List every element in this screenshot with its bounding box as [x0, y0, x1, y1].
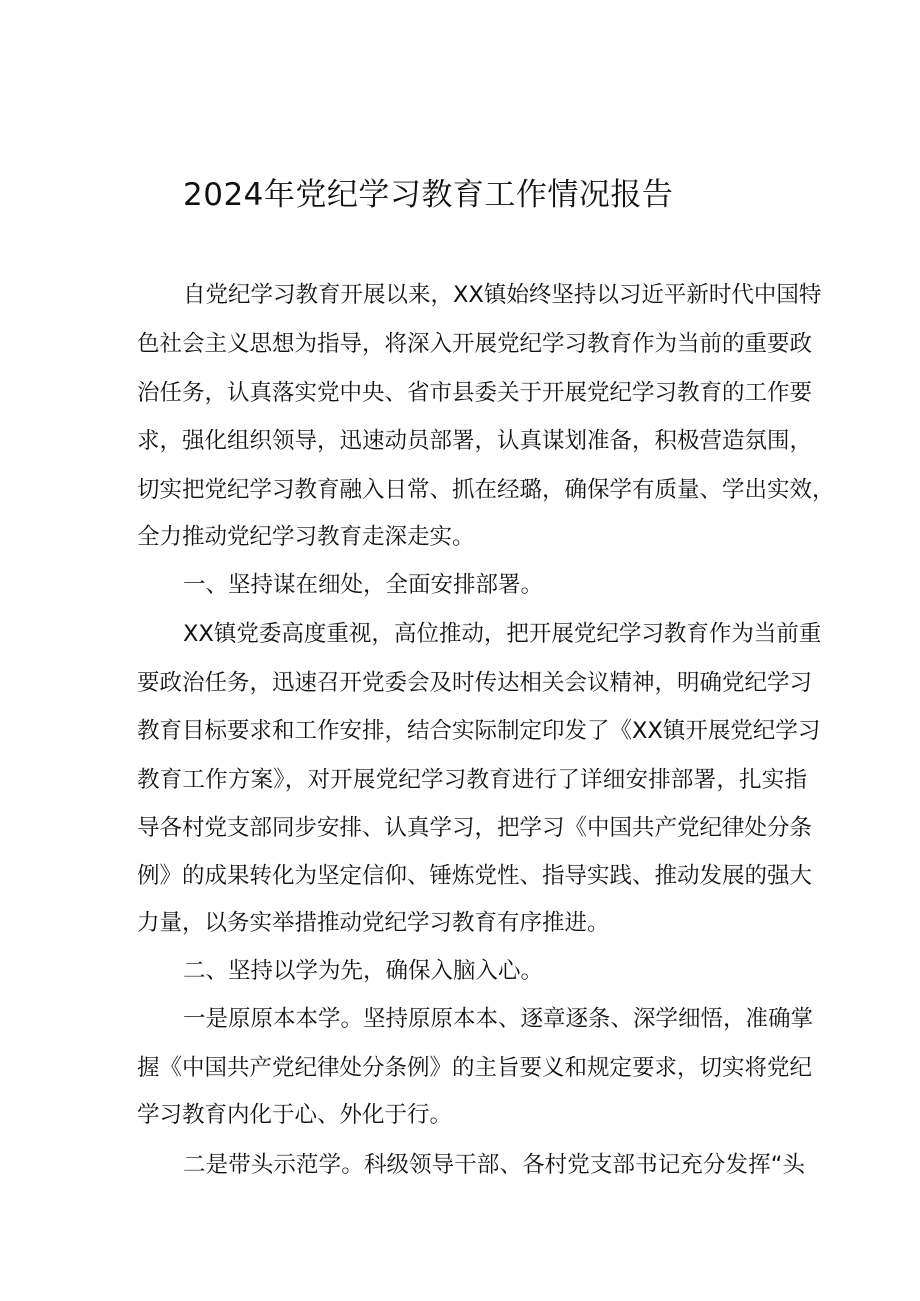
paragraph-line: 一是原原本本学。坚持原原本本、逐章逐条、深学细悟，准确掌	[183, 1006, 814, 1032]
paragraph-line: 切实把党纪学习教育融入日常、抓在经璐，确保学有质量、学出实效，	[137, 477, 835, 503]
paragraph-line: 要政治任务，迅速召开党委会及时传达相关会议精神，明确党纪学习	[137, 670, 813, 696]
paragraph-line: 学习教育内化于心、外化于行。	[137, 1102, 453, 1128]
paragraph-line: 例》的成果转化为坚定信仰、锤炼党性、指导实践、推动发展的强大	[137, 863, 813, 889]
paragraph-line: 教育工作方案》，对开展党纪学习教育进行了详细安排部署，扎实指	[137, 767, 807, 793]
paragraph-line: 二是带头示范学。科级领导干部、各村党支部书记充分发挥“头	[183, 1152, 805, 1178]
paragraph-line: 导各村党支部同步安排、认真学习，把学习《中国共产党纪律处分条	[137, 815, 813, 841]
paragraph-line: 全力推动党纪学习教育走深走实。	[137, 524, 475, 550]
paragraph-line: 求，强化组织领导，迅速动员部署，认真谋划准备，积极营造氛围，	[137, 428, 813, 454]
paragraph-line: 治任务，认真落实党中央、省市县委关于开展党纪学习教育的工作要	[137, 380, 813, 406]
paragraph-line: 自党纪学习教育开展以来，XX镇始终坚持以习近平新时代中国特	[183, 282, 822, 308]
section-heading: 二、坚持以学为先，确保入脑入心。	[183, 958, 544, 984]
section-heading: 一、坚持谋在细处，全面安排部署。	[183, 572, 544, 598]
paragraph-line: 力量，以务实举措推动党纪学习教育有序推进。	[137, 910, 610, 936]
paragraph-line: 色社会主义思想为指导，将深入开展党纪学习教育作为当前的重要政	[137, 331, 813, 357]
paragraph-line: 握《中国共产党纪律处分条例》的主旨要义和规定要求，切实将党纪	[137, 1055, 813, 1081]
paragraph-line: 教育目标要求和工作安排，结合实际制定印发了《XX镇开展党纪学习	[137, 718, 821, 744]
document-title: 2024年党纪学习教育工作情况报告	[183, 177, 674, 213]
paragraph-line: XX镇党委高度重视，高位推动，把开展党纪学习教育作为当前重	[183, 621, 822, 647]
